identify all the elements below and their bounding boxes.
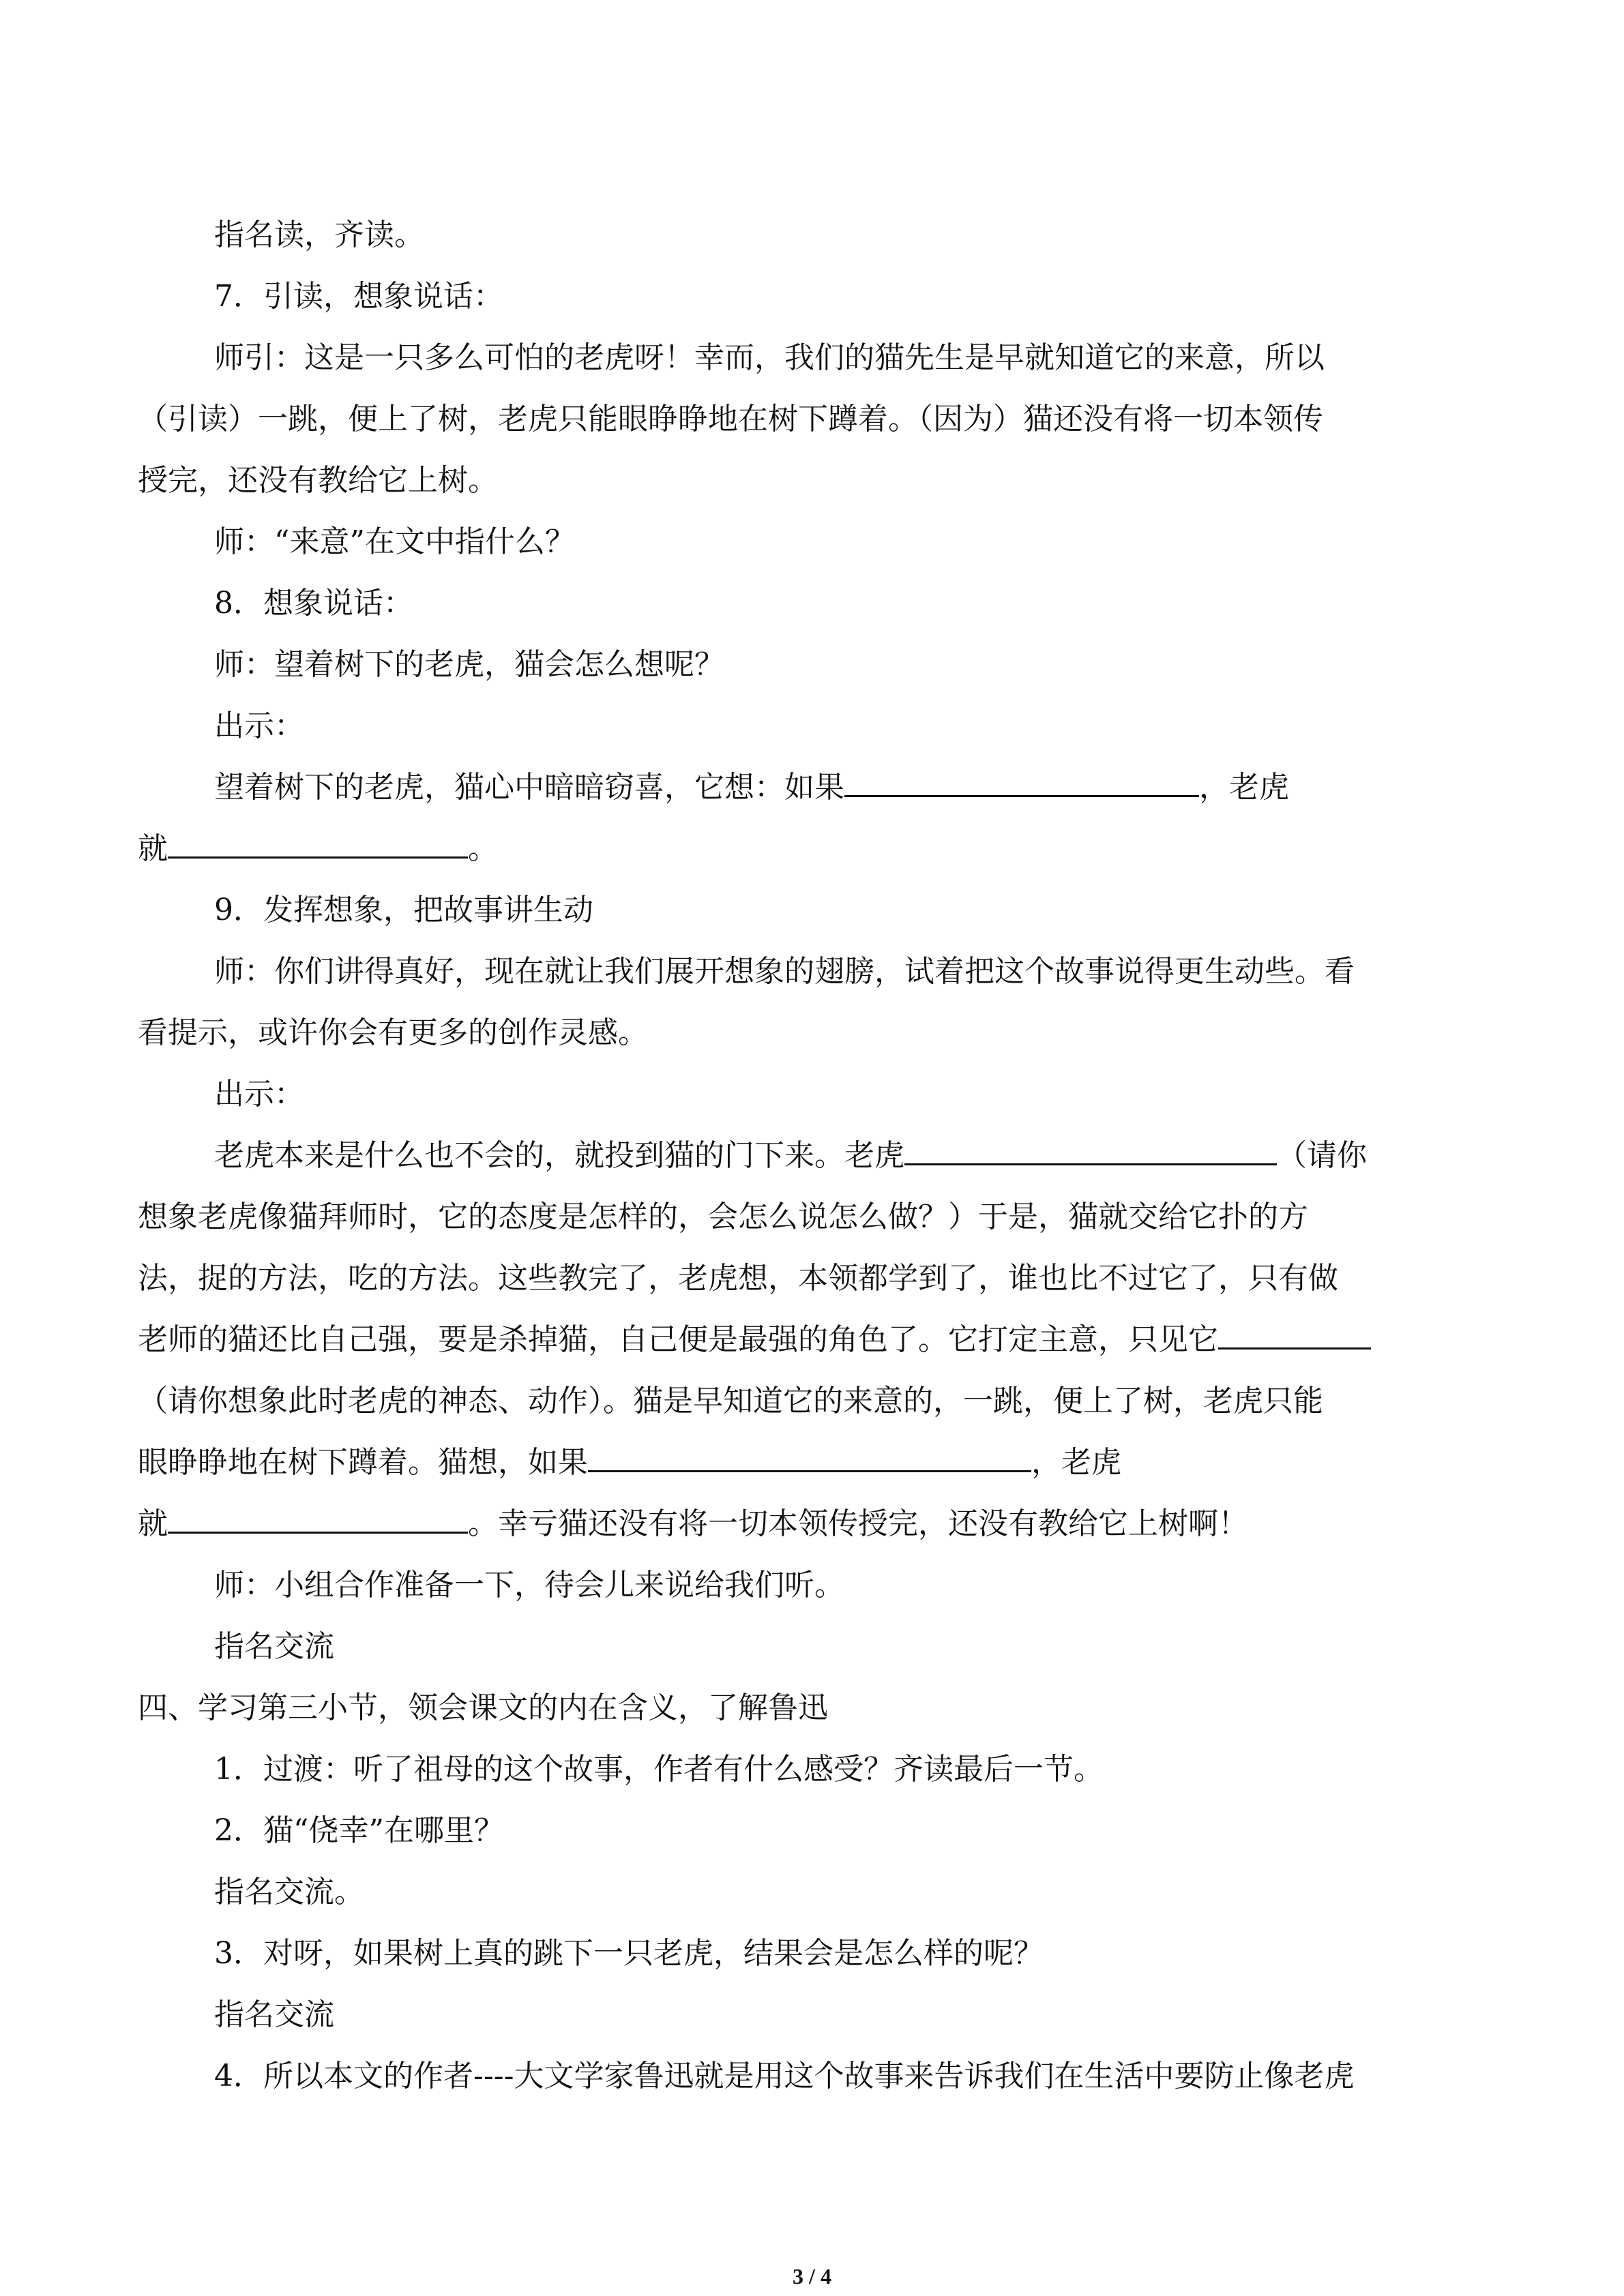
fill-in-line <box>138 1432 1485 1493</box>
text-segment: 老虎本来是什么也不会的，就投到猫的门下来。老虎 <box>214 1138 904 1173</box>
paragraph: 看提示，或许你会有更多的创作灵感。 <box>138 1015 648 1050</box>
paragraph: 师引：这是一只多么可怕的老虎呀！幸而，我们的猫先生是早就知道它的来意，所以 <box>214 340 1325 375</box>
text-segment: 就 <box>138 1506 168 1541</box>
body-text <box>138 205 1485 2107</box>
paragraph: 师：你们讲得真好，现在就让我们展开想象的翅膀，试着把这个故事说得更生动些。看 <box>214 954 1355 989</box>
fill-in-blank <box>1218 1320 1371 1350</box>
fill-in-line <box>138 1493 1485 1555</box>
paragraph: 指名交流。 <box>214 1875 364 1909</box>
text-segment: ，老虎 <box>1031 1445 1121 1480</box>
text-segment: 。幸亏猫还没有将一切本领传授完，还没有教给它上树啊！ <box>468 1506 1248 1541</box>
text-segment: 望着树下的老虎，猫心中暗暗窃喜，它想：如果 <box>214 770 844 805</box>
paragraph: 师：小组合作准备一下，待会儿来说给我们听。 <box>214 1568 844 1602</box>
paragraph: 4．所以本文的作者----大文学家鲁迅就是用这个故事来告诉我们在生活中要防止像老虎 <box>214 2059 1355 2093</box>
fill-in-blank <box>844 768 1199 797</box>
fill-in-line <box>138 757 1485 818</box>
fill-in-line <box>138 818 1485 880</box>
fill-in-blank <box>168 829 468 859</box>
text-segment: 就 <box>138 831 168 866</box>
paragraph: 2．猫“侥幸”在哪里？ <box>214 1813 504 1848</box>
paragraph: 师：望着树下的老虎，猫会怎么想呢？ <box>214 647 724 682</box>
fill-in-line <box>138 1309 1485 1371</box>
paragraph: （请你想象此时老虎的神态、动作）。猫是早知道它的来意的，一跳，便上了树，老虎只能 <box>138 1384 1323 1418</box>
text-segment: 眼睁睁地在树下蹲着。猫想，如果 <box>138 1445 588 1480</box>
paragraph: 指名交流 <box>214 1629 334 1664</box>
paragraph: 指名读，齐读。 <box>214 218 424 252</box>
text-segment: ，老虎 <box>1199 770 1289 805</box>
text-segment: （请你 <box>1277 1138 1367 1173</box>
paragraph: 3．对呀，如果树上真的跳下一只老虎，结果会是怎么样的呢？ <box>214 1936 1044 1971</box>
fill-in-blank <box>588 1443 1031 1472</box>
paragraph: 指名交流 <box>214 1997 334 2032</box>
paragraph: 法，捉的方法，吃的方法。这些教完了，老虎想，本领都学到了，谁也比不过它了，只有做 <box>138 1261 1338 1296</box>
fill-in-blank <box>168 1504 468 1534</box>
paragraph: （引读）一跳，便上了树，老虎只能眼睁睁地在树下蹲着。（因为）猫还没有将一切本领传 <box>138 402 1323 436</box>
paragraph: 7．引读，想象说话： <box>214 279 503 314</box>
text-segment: 老师的猫还比自己强，要是杀掉猫，自己便是最强的角色了。它打定主意，只见它 <box>138 1322 1218 1357</box>
fill-in-line <box>138 1125 1485 1187</box>
paragraph: 师：“来意”在文中指什么？ <box>214 524 575 559</box>
section-heading: 四、学习第三小节，领会课文的内在含义，了解鲁迅 <box>138 1690 828 1725</box>
paragraph: 授完，还没有教给它上树。 <box>138 463 498 498</box>
paragraph: 出示： <box>214 709 304 743</box>
paragraph: 出示： <box>214 1077 304 1112</box>
fill-in-blank <box>904 1136 1277 1165</box>
paragraph: 想象老虎像猫拜师时，它的态度是怎样的，会怎么说怎么做？）于是，猫就交给它扑的方 <box>138 1199 1308 1234</box>
text-segment: 。 <box>468 831 498 866</box>
paragraph: 9．发挥想象，把故事讲生动 <box>214 893 593 927</box>
paragraph: 1．过渡：听了祖母的这个故事，作者有什么感受？齐读最后一节。 <box>214 1752 1104 1787</box>
paragraph: 8．想象说话： <box>214 586 413 621</box>
page-number: 3 / 4 <box>793 2264 831 2288</box>
